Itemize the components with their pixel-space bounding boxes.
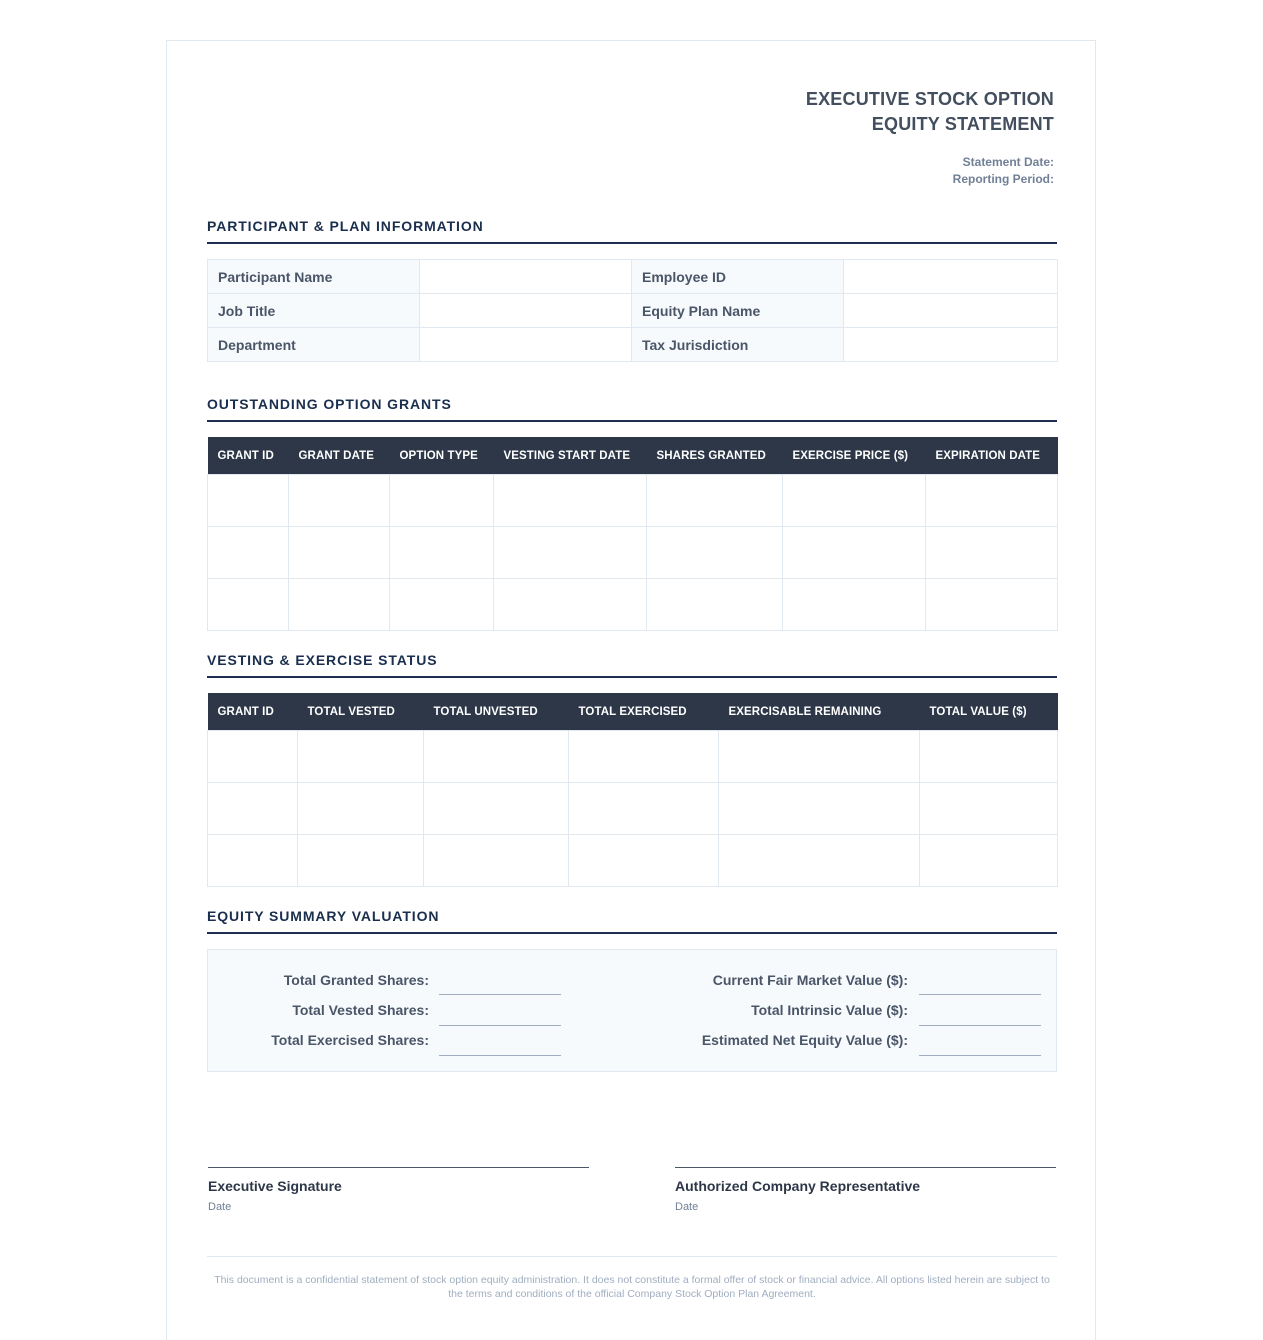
- table-cell[interactable]: [208, 731, 298, 783]
- summary-row: [208, 1032, 908, 1050]
- table-cell[interactable]: [208, 475, 289, 527]
- option-grants-table: [207, 437, 1058, 631]
- table-header-row: [208, 693, 1058, 731]
- representative-signature-block: [675, 1167, 1056, 1213]
- table-cell[interactable]: [494, 579, 647, 631]
- table-cell[interactable]: [783, 527, 926, 579]
- total-intrinsic-value-label: Total Intrinsic Value ($):: [751, 1002, 908, 1018]
- statement-date-label: Statement Date:: [962, 155, 1054, 169]
- table-cell[interactable]: [719, 835, 920, 887]
- footer-disclaimer: This document is a confidential statement of stock option equity administration. It does not constitute a formal offer of stock or financial advice. All options listed herein are subject to the terms and conditions of the official Company Stock Option Plan Agreement.: [214, 1274, 1050, 1300]
- job-title-field[interactable]: [420, 294, 632, 328]
- table-cell[interactable]: [208, 527, 289, 579]
- table-header-row: [208, 437, 1058, 475]
- column-header: SHARES GRANTED: [647, 437, 783, 475]
- representative-date-label: Date: [675, 1201, 699, 1213]
- vesting-section-title: VESTING & EXERCISE STATUS: [207, 652, 1057, 678]
- column-header: GRANT ID: [208, 437, 289, 475]
- table-cell[interactable]: [298, 783, 424, 835]
- total-exercised-shares-field[interactable]: [439, 1055, 561, 1056]
- table-cell[interactable]: [390, 527, 494, 579]
- reporting-period-label: Reporting Period:: [952, 172, 1054, 186]
- column-header: TOTAL UNVESTED: [424, 693, 569, 731]
- representative-signature-line[interactable]: [675, 1167, 1056, 1168]
- table-cell[interactable]: [920, 731, 1058, 783]
- total-granted-shares-field[interactable]: [439, 994, 561, 995]
- executive-signature-block: [208, 1167, 589, 1213]
- table-row: [208, 731, 1058, 783]
- table-cell[interactable]: [424, 731, 569, 783]
- header-block: [806, 87, 1054, 188]
- participant-section-title: PARTICIPANT & PLAN INFORMATION: [207, 218, 1057, 244]
- table-row: [208, 260, 1058, 294]
- table-cell[interactable]: [208, 783, 298, 835]
- summary-section-title: EQUITY SUMMARY VALUATION: [207, 908, 1057, 934]
- total-vested-shares-field[interactable]: [439, 1025, 561, 1026]
- column-header: EXPIRATION DATE: [926, 437, 1058, 475]
- table-cell[interactable]: [647, 579, 783, 631]
- document-title-line-1: EXECUTIVE STOCK OPTION: [805, 89, 1054, 109]
- table-row: [208, 579, 1058, 631]
- equity-plan-name-field[interactable]: [844, 294, 1058, 328]
- table-cell[interactable]: [569, 835, 719, 887]
- column-header: OPTION TYPE: [390, 437, 494, 475]
- employee-id-field[interactable]: [844, 260, 1058, 294]
- table-cell[interactable]: [719, 731, 920, 783]
- vesting-status-table: [207, 693, 1058, 887]
- estimated-net-equity-value-field[interactable]: [919, 1055, 1041, 1056]
- table-row: [208, 294, 1058, 328]
- table-cell[interactable]: [926, 527, 1058, 579]
- column-header: TOTAL VALUE ($): [920, 693, 1058, 731]
- summary-row: [208, 972, 908, 990]
- table-cell[interactable]: [289, 527, 390, 579]
- column-header: VESTING START DATE: [494, 437, 647, 475]
- participant-name-field[interactable]: [420, 260, 632, 294]
- column-header: EXERCISABLE REMAINING: [719, 693, 920, 731]
- table-cell[interactable]: [424, 835, 569, 887]
- column-header: TOTAL EXERCISED: [569, 693, 719, 731]
- table-cell[interactable]: [569, 731, 719, 783]
- table-cell[interactable]: [926, 475, 1058, 527]
- column-header: GRANT ID: [208, 693, 298, 731]
- document-title-line-2: EQUITY STATEMENT: [871, 114, 1054, 134]
- table-cell[interactable]: [920, 783, 1058, 835]
- table-cell[interactable]: [920, 835, 1058, 887]
- table-cell[interactable]: [424, 783, 569, 835]
- total-granted-shares-label: Total Granted Shares:: [283, 972, 429, 988]
- table-cell[interactable]: [926, 579, 1058, 631]
- table-cell[interactable]: [783, 579, 926, 631]
- table-cell[interactable]: [289, 475, 390, 527]
- total-vested-shares-label: Total Vested Shares:: [292, 1002, 429, 1018]
- employee-id-label: Employee ID: [632, 260, 844, 294]
- total-intrinsic-value-field[interactable]: [919, 1025, 1041, 1026]
- department-field[interactable]: [420, 328, 632, 362]
- footer-divider: [207, 1256, 1057, 1257]
- column-header: GRANT DATE: [289, 437, 390, 475]
- current-fair-market-value-label: Current Fair Market Value ($):: [712, 972, 908, 988]
- table-cell[interactable]: [289, 579, 390, 631]
- executive-signature-label: Executive Signature: [208, 1178, 342, 1194]
- table-cell[interactable]: [390, 475, 494, 527]
- table-row: [208, 783, 1058, 835]
- table-cell[interactable]: [208, 835, 298, 887]
- representative-signature-label: Authorized Company Representative: [675, 1178, 921, 1194]
- department-label: Department: [208, 328, 420, 362]
- summary-row: [208, 1002, 908, 1020]
- participant-info-table: [207, 259, 1058, 362]
- column-header: EXERCISE PRICE ($): [783, 437, 926, 475]
- executive-date-label: Date: [208, 1201, 232, 1213]
- current-fair-market-value-field[interactable]: [919, 994, 1041, 995]
- table-row: [208, 328, 1058, 362]
- table-cell[interactable]: [494, 475, 647, 527]
- table-cell[interactable]: [494, 527, 647, 579]
- table-cell[interactable]: [208, 579, 289, 631]
- total-exercised-shares-label: Total Exercised Shares:: [271, 1032, 429, 1048]
- estimated-net-equity-value-label: Estimated Net Equity Value ($):: [701, 1032, 908, 1048]
- tax-jurisdiction-field[interactable]: [844, 328, 1058, 362]
- table-cell[interactable]: [298, 835, 424, 887]
- table-cell[interactable]: [647, 475, 783, 527]
- equity-plan-name-label: Equity Plan Name: [632, 294, 844, 328]
- executive-signature-line[interactable]: [208, 1167, 589, 1168]
- statement-page: [166, 40, 1096, 1340]
- tax-jurisdiction-label: Tax Jurisdiction: [632, 328, 844, 362]
- table-cell[interactable]: [390, 579, 494, 631]
- participant-name-label: Participant Name: [208, 260, 420, 294]
- grants-section-title: OUTSTANDING OPTION GRANTS: [207, 396, 1057, 422]
- table-row: [208, 835, 1058, 887]
- column-header: TOTAL VESTED: [298, 693, 424, 731]
- job-title-label: Job Title: [208, 294, 420, 328]
- table-cell[interactable]: [719, 783, 920, 835]
- table-cell[interactable]: [783, 475, 926, 527]
- table-row: [208, 527, 1058, 579]
- summary-panel: [207, 949, 1057, 1072]
- table-cell[interactable]: [569, 783, 719, 835]
- table-cell[interactable]: [298, 731, 424, 783]
- table-cell[interactable]: [647, 527, 783, 579]
- table-row: [208, 475, 1058, 527]
